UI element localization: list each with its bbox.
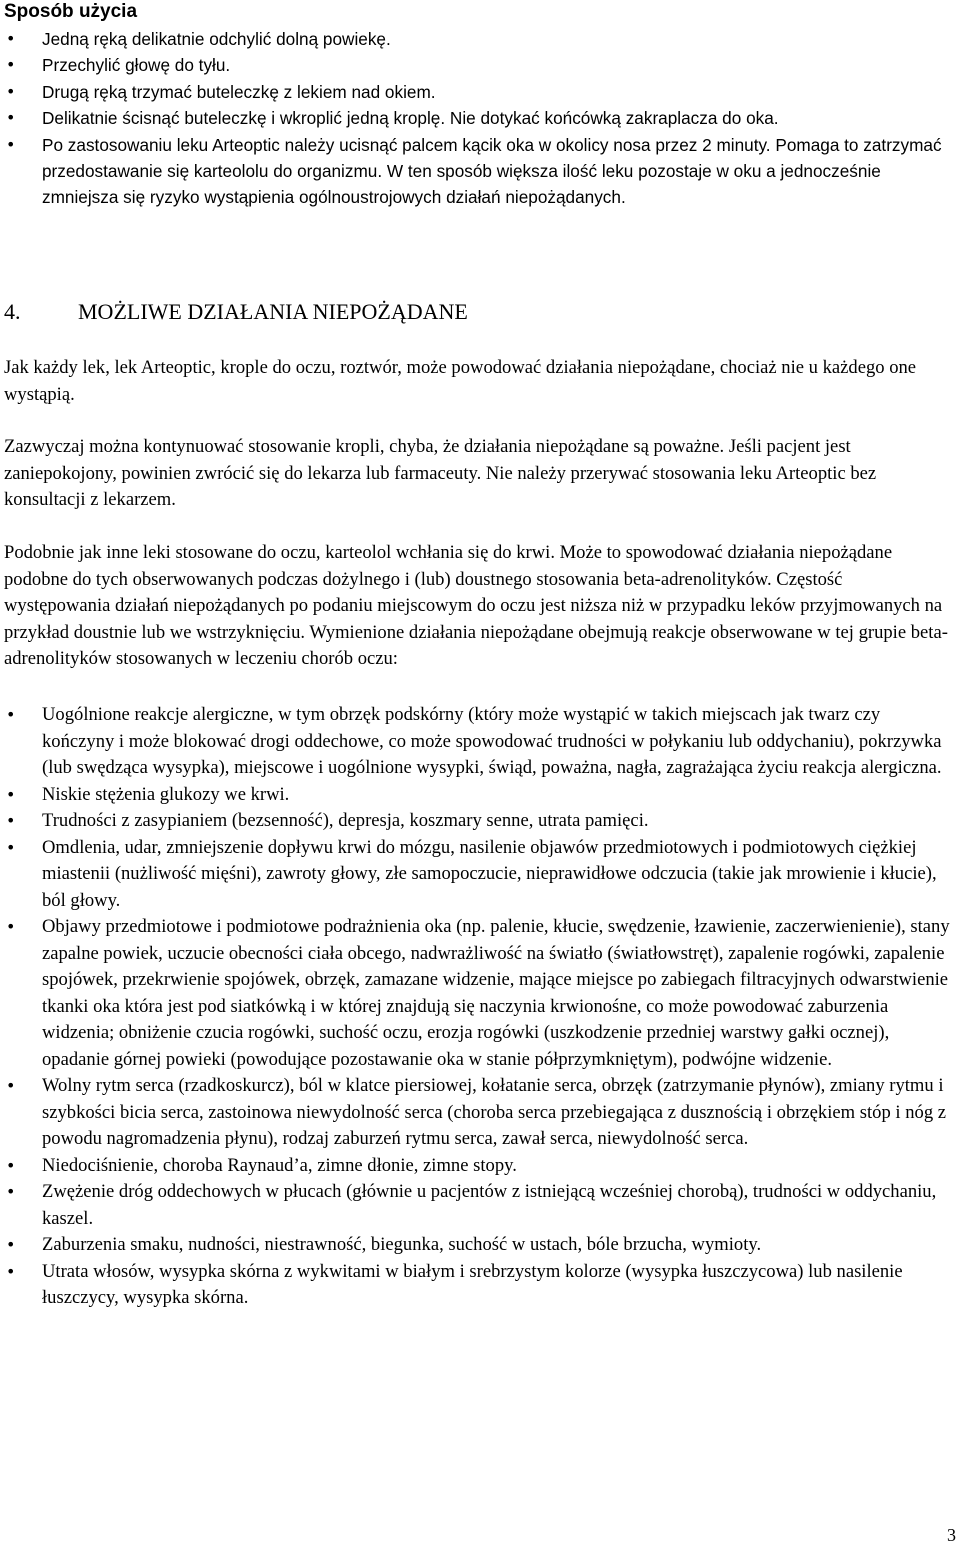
bullet-icon: • [6,1261,16,1281]
list-item-text: Zaburzenia smaku, nudności, niestrawność, biegunka, suchość w ustach, bóle brzucha, wymioty. [42,1234,762,1255]
list-item [0,1153,952,1180]
side-effects-list [0,702,952,1312]
bullet-icon: • [6,134,16,154]
bullet-icon: • [6,837,16,857]
bullet-icon: • [6,811,16,830]
list-item-text: Delikatnie ścisnąć buteleczkę i wkroplić jedną kroplę. Nie dotykać końcówką zakraplacza do oka. [42,108,779,129]
bullet-icon: • [6,81,16,101]
list-item [0,52,950,78]
bullet-icon: • [6,705,16,724]
bullet-icon: • [6,1155,16,1175]
bullet-icon: • [6,1076,16,1095]
bullet-icon: • [6,29,16,48]
list-item [0,1073,952,1153]
list-item [0,132,950,211]
list-item-text: Drugą ręką trzymać buteleczkę z lekiem nad okiem. [42,81,436,102]
bullet-icon: • [6,1182,16,1201]
list-item [0,1232,952,1259]
list-item [0,782,952,809]
list-item [0,26,950,52]
list-item-text: Wolny rytm serca (rzadkoskurcz), ból w klatce piersiowej, kołatanie serca, obrzęk (zatrzymanie płynów), zmiany rytmu i szybkości bicia serca, zastoinowa niewydolność serca (choroba serca przebiegająca z dusznością i obrzękiem stóp i nóg z powodu nagromadzenia płynu), rodzaj zaburzeń rytmu serca, zawał serca, niewydolność serca. [42,1075,947,1149]
bullet-icon: • [6,1235,16,1254]
paragraph-intro: Jak każdy lek, lek Arteoptic, krople do oczu, roztwór, może powodować działania niepożądane, chociaż nie u każdego one wystąpią. [4,357,917,405]
list-item-text: Uogólnione reakcje alergiczne, w tym obrzęk podskórny (który może wystąpić w takich miejscach jak twarz czy kończyny i może blokować drogi oddechowe, co może spowodować trudności w połykaniu lub oddychaniu), pokrzywka (lub swędząca wysypka), miejscowe i uogólnione wysypki, świąd, poważna, nagła, zagrażająca życiu reakcja alergiczna. [42,704,942,778]
section-number: 4. [4,299,21,324]
list-item-text: Omdlenia, udar, zmniejszenie dopływu krwi do mózgu, nasilenie objawów przedmiotowych i podmiotowych ciężkiej miastenii (nużliwość mięśni), zawroty głowy, złe samopoczucie, nieprawidłowe odczucia (takie jak mrowienie i kłucie), ból głowy. [42,836,937,911]
list-item [0,1259,952,1312]
list-item [0,702,952,782]
list-item [0,1179,952,1232]
list-item-text: Trudności z zasypianiem (bezsenność), depresja, koszmary senne, utrata pamięci. [42,810,649,831]
usage-list [0,26,950,211]
list-item-text: Przechylić głowę do tyłu. [42,55,231,76]
section-heading [4,298,468,326]
bullet-icon: • [6,784,16,804]
page-number: 3 [947,1525,956,1545]
list-item-text: Zwężenie dróg oddechowych w płucach (głównie u pacjentów z istniejącą wcześniej chorobą), trudności w oddychaniu, kaszel. [42,1181,937,1229]
usage-heading: Sposób użycia [4,1,138,22]
section-title: MOŻLIWE DZIAŁANIA NIEPOŻĄDANE [78,299,468,324]
paragraph-absorption: Podobnie jak inne leki stosowane do oczu, karteolol wchłania się do krwi. Może to spowodować działania niepożądane podobne do tych obserwowanych podczas dożylnego i (lub) doustnego stosowania beta-adrenolityków. Częstość występowania działań niepożądanych po podaniu miejscowym do oczu jest niższa niż w przypadku leków przyjmowanych na przykład doustnie lub we wstrzyknięciu. Wymienione działania niepożądane obejmują reakcje obserwowane w tej grupie beta-adrenolityków stosowanych w leczeniu chorób oczu: [4,542,948,669]
list-item-text: Utrata włosów, wysypka skórna z wykwitami w białym i srebrzystym kolorze (wysypka łuszczycowa) lub nasilenie łuszczycy, wysypka skórna. [42,1260,903,1308]
bullet-icon: • [6,55,16,75]
paragraph-continue: Zazwyczaj można kontynuować stosowanie kropli, chyba, że działania niepożądane są poważne. Jeśli pacjent jest zaniepokojony, powinien zwrócić się do lekarza lub farmaceuty. Nie należy przerywać stosowania leku Arteoptic bez konsultacji z lekarzem. [4,436,877,510]
list-item-text: Niskie stężenia glukozy we krwi. [42,783,290,805]
list-item [0,105,950,131]
list-item [0,808,952,835]
list-item [0,835,952,915]
list-item-text: Jedną ręką delikatnie odchylić dolną powiekę. [42,29,391,49]
list-item-text: Niedociśnienie, choroba Raynaud’a, zimne dłonie, zimne stopy. [42,1154,517,1176]
bullet-icon: • [6,917,16,936]
list-item-text: Objawy przedmiotowe i podmiotowe podrażnienia oka (np. palenie, kłucie, swędzenie, łzawienie, zaczerwienienie), stany zapalne powiek, uczucie obecności ciała obcego, nadwrażliwość na światło (światłowstręt), zapalenie rogówki, zapalenie spojówek, przekrwienie spojówek, obrzęk, zamazane widzenie, mające miejsce po zabiegach filtracyjnych odwarstwienie tkanki oka która jest pod siatkówką i w której znajdują się naczynia krwionośne, co może powodować zaburzenia widzenia; obniżenie czucia rogówki, suchość oczu, erozja rogówki (uszkodzenie przedniej warstwy gałki ocznej), opadanie górnej powieki (powodujące pozostawanie oka w stanie półprzymkniętym), podwójne widzenie. [42,916,950,1070]
bullet-icon: • [6,108,16,128]
list-item [0,79,950,105]
list-item-text: Po zastosowaniu leku Arteoptic należy ucisnąć palcem kącik oka w okolicy nosa przez 2 minuty. Pomaga to zatrzymać przedostawanie się karteololu do organizmu. W ten sposób większa ilość leku pozostaje w oku a jednocześnie zmniejsza się ryzyko wystąpienia ogólnoustrojowych działań niepożądanych. [42,134,942,208]
list-item [0,914,952,1073]
